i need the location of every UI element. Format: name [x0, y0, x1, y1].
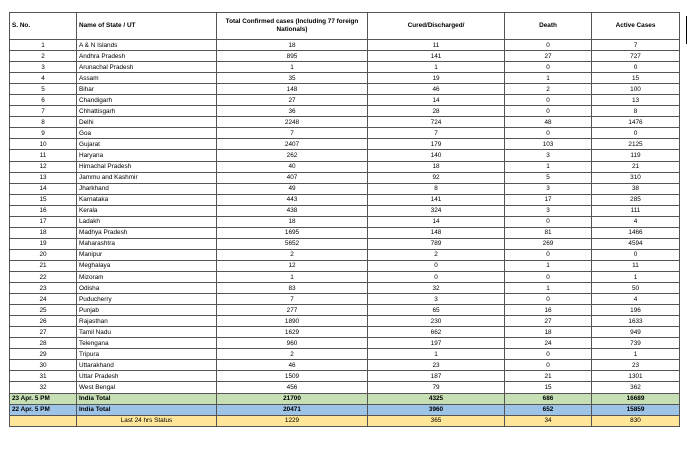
status-cured: 365	[368, 415, 505, 426]
cell-death: 18	[505, 327, 592, 338]
cell-state: Maharashtra	[77, 238, 217, 249]
cell-confirmed: 960	[217, 338, 368, 349]
cell-sno: 31	[10, 371, 77, 382]
cell-active: 1466	[592, 227, 680, 238]
cell-cured: 141	[368, 51, 505, 62]
cell-death: 0	[505, 95, 592, 106]
cell-cured: 28	[368, 106, 505, 117]
cell-cured: 1	[368, 349, 505, 360]
cell-active: 196	[592, 305, 680, 316]
cell-cured: 46	[368, 84, 505, 95]
cell-confirmed: 7	[217, 294, 368, 305]
cell-cured: 230	[368, 316, 505, 327]
cell-confirmed: 262	[217, 150, 368, 161]
table-row	[10, 128, 680, 139]
cell-cured: 14	[368, 95, 505, 106]
cell-cured: 7	[368, 128, 505, 139]
cell-state: Odisha	[77, 283, 217, 294]
total-label: India Total	[77, 404, 217, 415]
cell-cured: 179	[368, 139, 505, 150]
cell-confirmed: 7	[217, 128, 368, 139]
table-row	[10, 271, 680, 282]
cell-active: 38	[592, 183, 680, 194]
status-death: 34	[505, 415, 592, 426]
cell-cured: 32	[368, 283, 505, 294]
cell-confirmed: 148	[217, 84, 368, 95]
cell-active: 362	[592, 382, 680, 393]
cell-death: 0	[505, 106, 592, 117]
cell-sno: 11	[10, 150, 77, 161]
cell-confirmed: 1509	[217, 371, 368, 382]
cell-state: Karnataka	[77, 194, 217, 205]
cell-active: 949	[592, 327, 680, 338]
cell-state: Assam	[77, 73, 217, 84]
cell-state: Gujarat	[77, 139, 217, 150]
cell-active: 7	[592, 40, 680, 51]
cell-cured: 148	[368, 227, 505, 238]
table-row	[10, 62, 680, 73]
cell-death: 3	[505, 205, 592, 216]
covid-state-table	[9, 12, 680, 427]
cell-confirmed: 1	[217, 62, 368, 73]
total-confirmed: 21700	[217, 393, 368, 404]
cell-confirmed: 407	[217, 172, 368, 183]
cell-confirmed: 40	[217, 161, 368, 172]
cell-cured: 65	[368, 305, 505, 316]
cell-active: 8	[592, 106, 680, 117]
cell-state: Himachal Pradesh	[77, 161, 217, 172]
cell-confirmed: 12	[217, 260, 368, 271]
cell-death: 0	[505, 360, 592, 371]
cell-confirmed: 2407	[217, 139, 368, 150]
cell-confirmed: 2	[217, 249, 368, 260]
cell-death: 0	[505, 62, 592, 73]
cell-state: Uttar Pradesh	[77, 371, 217, 382]
table-header-row	[10, 13, 680, 40]
cell-cured: 662	[368, 327, 505, 338]
cell-cured: 18	[368, 161, 505, 172]
cell-active: 50	[592, 283, 680, 294]
cell-confirmed: 456	[217, 382, 368, 393]
cell-sno: 25	[10, 305, 77, 316]
cell-state: Chhattisgarh	[77, 106, 217, 117]
table-row	[10, 73, 680, 84]
cell-cured: 324	[368, 205, 505, 216]
table-row	[10, 260, 680, 271]
cell-active: 0	[592, 62, 680, 73]
cell-state: Jammu and Kashmir	[77, 172, 217, 183]
cell-cured: 0	[368, 271, 505, 282]
cell-sno: 2	[10, 51, 77, 62]
cell-sno: 17	[10, 216, 77, 227]
cell-cured: 2	[368, 249, 505, 260]
status-confirmed: 1229	[217, 415, 368, 426]
table-row	[10, 84, 680, 95]
table-row	[10, 227, 680, 238]
cell-death: 3	[505, 183, 592, 194]
cell-confirmed: 18	[217, 216, 368, 227]
cell-cured: 140	[368, 150, 505, 161]
table-row	[10, 139, 680, 150]
total-date: 22 Apr. 5 PM	[10, 404, 77, 415]
cell-sno: 12	[10, 161, 77, 172]
cell-active: 4594	[592, 238, 680, 249]
cell-sno: 9	[10, 128, 77, 139]
cell-active: 13	[592, 95, 680, 106]
cell-sno: 1	[10, 40, 77, 51]
cell-state: Kerala	[77, 205, 217, 216]
cell-state: Tripura	[77, 349, 217, 360]
status-empty-cell	[10, 415, 77, 426]
status-row-24hrs	[10, 415, 680, 426]
cell-active: 727	[592, 51, 680, 62]
cell-cured: 19	[368, 73, 505, 84]
cell-sno: 7	[10, 106, 77, 117]
cell-death: 5	[505, 172, 592, 183]
table-row	[10, 238, 680, 249]
cell-sno: 27	[10, 327, 77, 338]
cell-confirmed: 2248	[217, 117, 368, 128]
cell-sno: 4	[10, 73, 77, 84]
cell-state: Mizoram	[77, 271, 217, 282]
cell-sno: 28	[10, 338, 77, 349]
cell-active: 285	[592, 194, 680, 205]
cell-active: 0	[592, 128, 680, 139]
total-row-apr22	[10, 404, 680, 415]
cell-state: Tamil Nadu	[77, 327, 217, 338]
table-row	[10, 183, 680, 194]
cell-death: 0	[505, 271, 592, 282]
cell-sno: 26	[10, 316, 77, 327]
cell-sno: 24	[10, 294, 77, 305]
cell-confirmed: 895	[217, 51, 368, 62]
table-row	[10, 95, 680, 106]
cell-active: 23	[592, 360, 680, 371]
cell-sno: 10	[10, 139, 77, 150]
cell-sno: 16	[10, 205, 77, 216]
cell-cured: 197	[368, 338, 505, 349]
cell-state: Ladakh	[77, 216, 217, 227]
cell-cured: 8	[368, 183, 505, 194]
header-active: Active Cases	[592, 13, 680, 40]
cell-sno: 29	[10, 349, 77, 360]
cell-death: 0	[505, 294, 592, 305]
cell-sno: 32	[10, 382, 77, 393]
cell-active: 21	[592, 161, 680, 172]
table-row	[10, 194, 680, 205]
header-cured: Cured/Discharged/	[368, 13, 505, 40]
cell-state: West Bengal	[77, 382, 217, 393]
cell-confirmed: 27	[217, 95, 368, 106]
cell-sno: 3	[10, 62, 77, 73]
cell-confirmed: 2	[217, 349, 368, 360]
total-active: 15859	[592, 404, 680, 415]
table-row	[10, 51, 680, 62]
cell-sno: 5	[10, 84, 77, 95]
cell-state: Delhi	[77, 117, 217, 128]
cell-sno: 13	[10, 172, 77, 183]
cell-death: 1	[505, 283, 592, 294]
cell-death: 0	[505, 128, 592, 139]
cell-death: 21	[505, 371, 592, 382]
cell-active: 4	[592, 216, 680, 227]
table-row	[10, 161, 680, 172]
cell-cured: 14	[368, 216, 505, 227]
cell-death: 0	[505, 349, 592, 360]
cell-confirmed: 46	[217, 360, 368, 371]
table-row	[10, 40, 680, 51]
cell-death: 15	[505, 382, 592, 393]
cell-active: 1301	[592, 371, 680, 382]
cell-active: 310	[592, 172, 680, 183]
header-state: Name of State / UT	[77, 13, 217, 40]
table-row	[10, 349, 680, 360]
cell-sno: 30	[10, 360, 77, 371]
cell-active: 1	[592, 349, 680, 360]
cell-state: Puducherry	[77, 294, 217, 305]
cell-confirmed: 1890	[217, 316, 368, 327]
total-death: 686	[505, 393, 592, 404]
cell-state: Madhya Pradesh	[77, 227, 217, 238]
cell-death: 269	[505, 238, 592, 249]
table-row	[10, 249, 680, 260]
header-death: Death	[505, 13, 592, 40]
cell-confirmed: 49	[217, 183, 368, 194]
cell-sno: 20	[10, 249, 77, 260]
cell-death: 0	[505, 40, 592, 51]
cell-state: A & N Islands	[77, 40, 217, 51]
cell-active: 2125	[592, 139, 680, 150]
cell-active: 15	[592, 73, 680, 84]
table-row	[10, 371, 680, 382]
cell-state: Telengana	[77, 338, 217, 349]
cell-active: 100	[592, 84, 680, 95]
total-death: 652	[505, 404, 592, 415]
table-row	[10, 150, 680, 161]
table-row	[10, 106, 680, 117]
page-edge-divider	[686, 16, 687, 44]
total-cured: 3960	[368, 404, 505, 415]
cell-confirmed: 1695	[217, 227, 368, 238]
cell-cured: 0	[368, 260, 505, 271]
cell-death: 27	[505, 316, 592, 327]
cell-death: 1	[505, 161, 592, 172]
cell-death: 0	[505, 216, 592, 227]
cell-cured: 23	[368, 360, 505, 371]
cell-sno: 15	[10, 194, 77, 205]
total-confirmed: 20471	[217, 404, 368, 415]
total-active: 16689	[592, 393, 680, 404]
cell-confirmed: 36	[217, 106, 368, 117]
cell-confirmed: 1629	[217, 327, 368, 338]
cell-active: 0	[592, 249, 680, 260]
cell-state: Uttarakhand	[77, 360, 217, 371]
cell-confirmed: 443	[217, 194, 368, 205]
cell-cured: 724	[368, 117, 505, 128]
cell-state: Bihar	[77, 84, 217, 95]
cell-death: 17	[505, 194, 592, 205]
cell-state: Meghalaya	[77, 260, 217, 271]
cell-death: 1	[505, 73, 592, 84]
status-active: 830	[592, 415, 680, 426]
cell-sno: 8	[10, 117, 77, 128]
cell-sno: 6	[10, 95, 77, 106]
cell-confirmed: 5652	[217, 238, 368, 249]
cell-sno: 14	[10, 183, 77, 194]
cell-state: Jharkhand	[77, 183, 217, 194]
table-row	[10, 305, 680, 316]
cell-death: 2	[505, 84, 592, 95]
cell-death: 103	[505, 139, 592, 150]
cell-active: 4	[592, 294, 680, 305]
cell-state: Haryana	[77, 150, 217, 161]
cell-sno: 23	[10, 283, 77, 294]
cell-active: 1476	[592, 117, 680, 128]
cell-confirmed: 277	[217, 305, 368, 316]
cell-active: 739	[592, 338, 680, 349]
cell-state: Andhra Pradesh	[77, 51, 217, 62]
total-row-apr23	[10, 393, 680, 404]
total-label: India Total	[77, 393, 217, 404]
table-row	[10, 117, 680, 128]
table-row	[10, 360, 680, 371]
cell-death: 16	[505, 305, 592, 316]
table-row	[10, 283, 680, 294]
cell-active: 119	[592, 150, 680, 161]
cell-state: Chandigarh	[77, 95, 217, 106]
table-row	[10, 294, 680, 305]
table-row	[10, 338, 680, 349]
cell-sno: 19	[10, 238, 77, 249]
cell-confirmed: 35	[217, 73, 368, 84]
cell-state: Punjab	[77, 305, 217, 316]
cell-death: 0	[505, 249, 592, 260]
table-row	[10, 216, 680, 227]
cell-active: 111	[592, 205, 680, 216]
cell-cured: 79	[368, 382, 505, 393]
cell-state: Goa	[77, 128, 217, 139]
cell-death: 27	[505, 51, 592, 62]
cell-cured: 11	[368, 40, 505, 51]
cell-active: 11	[592, 260, 680, 271]
header-sno: S. No.	[10, 13, 77, 40]
cell-sno: 22	[10, 271, 77, 282]
total-cured: 4325	[368, 393, 505, 404]
cell-state: Arunachal Pradesh	[77, 62, 217, 73]
table-row	[10, 172, 680, 183]
cell-sno: 21	[10, 260, 77, 271]
cell-cured: 789	[368, 238, 505, 249]
cell-state: Rajasthan	[77, 316, 217, 327]
table-row	[10, 316, 680, 327]
table-row	[10, 205, 680, 216]
cell-active: 1	[592, 271, 680, 282]
total-date: 23 Apr. 5 PM	[10, 393, 77, 404]
cell-death: 48	[505, 117, 592, 128]
cell-death: 1	[505, 260, 592, 271]
status-label: Last 24 hrs Status	[77, 415, 217, 426]
cell-cured: 1	[368, 62, 505, 73]
cell-confirmed: 83	[217, 283, 368, 294]
cell-confirmed: 1	[217, 271, 368, 282]
cell-cured: 92	[368, 172, 505, 183]
header-confirmed: Total Confirmed cases (Including 77 foreign Nationals)	[217, 13, 368, 40]
table-body	[10, 40, 680, 394]
cell-confirmed: 438	[217, 205, 368, 216]
cell-death: 3	[505, 150, 592, 161]
cell-active: 1633	[592, 316, 680, 327]
cell-cured: 3	[368, 294, 505, 305]
cell-cured: 141	[368, 194, 505, 205]
table-row	[10, 327, 680, 338]
cell-sno: 18	[10, 227, 77, 238]
cell-state: Manipur	[77, 249, 217, 260]
cell-confirmed: 18	[217, 40, 368, 51]
cell-death: 81	[505, 227, 592, 238]
cell-cured: 187	[368, 371, 505, 382]
cell-death: 24	[505, 338, 592, 349]
table-row	[10, 382, 680, 393]
